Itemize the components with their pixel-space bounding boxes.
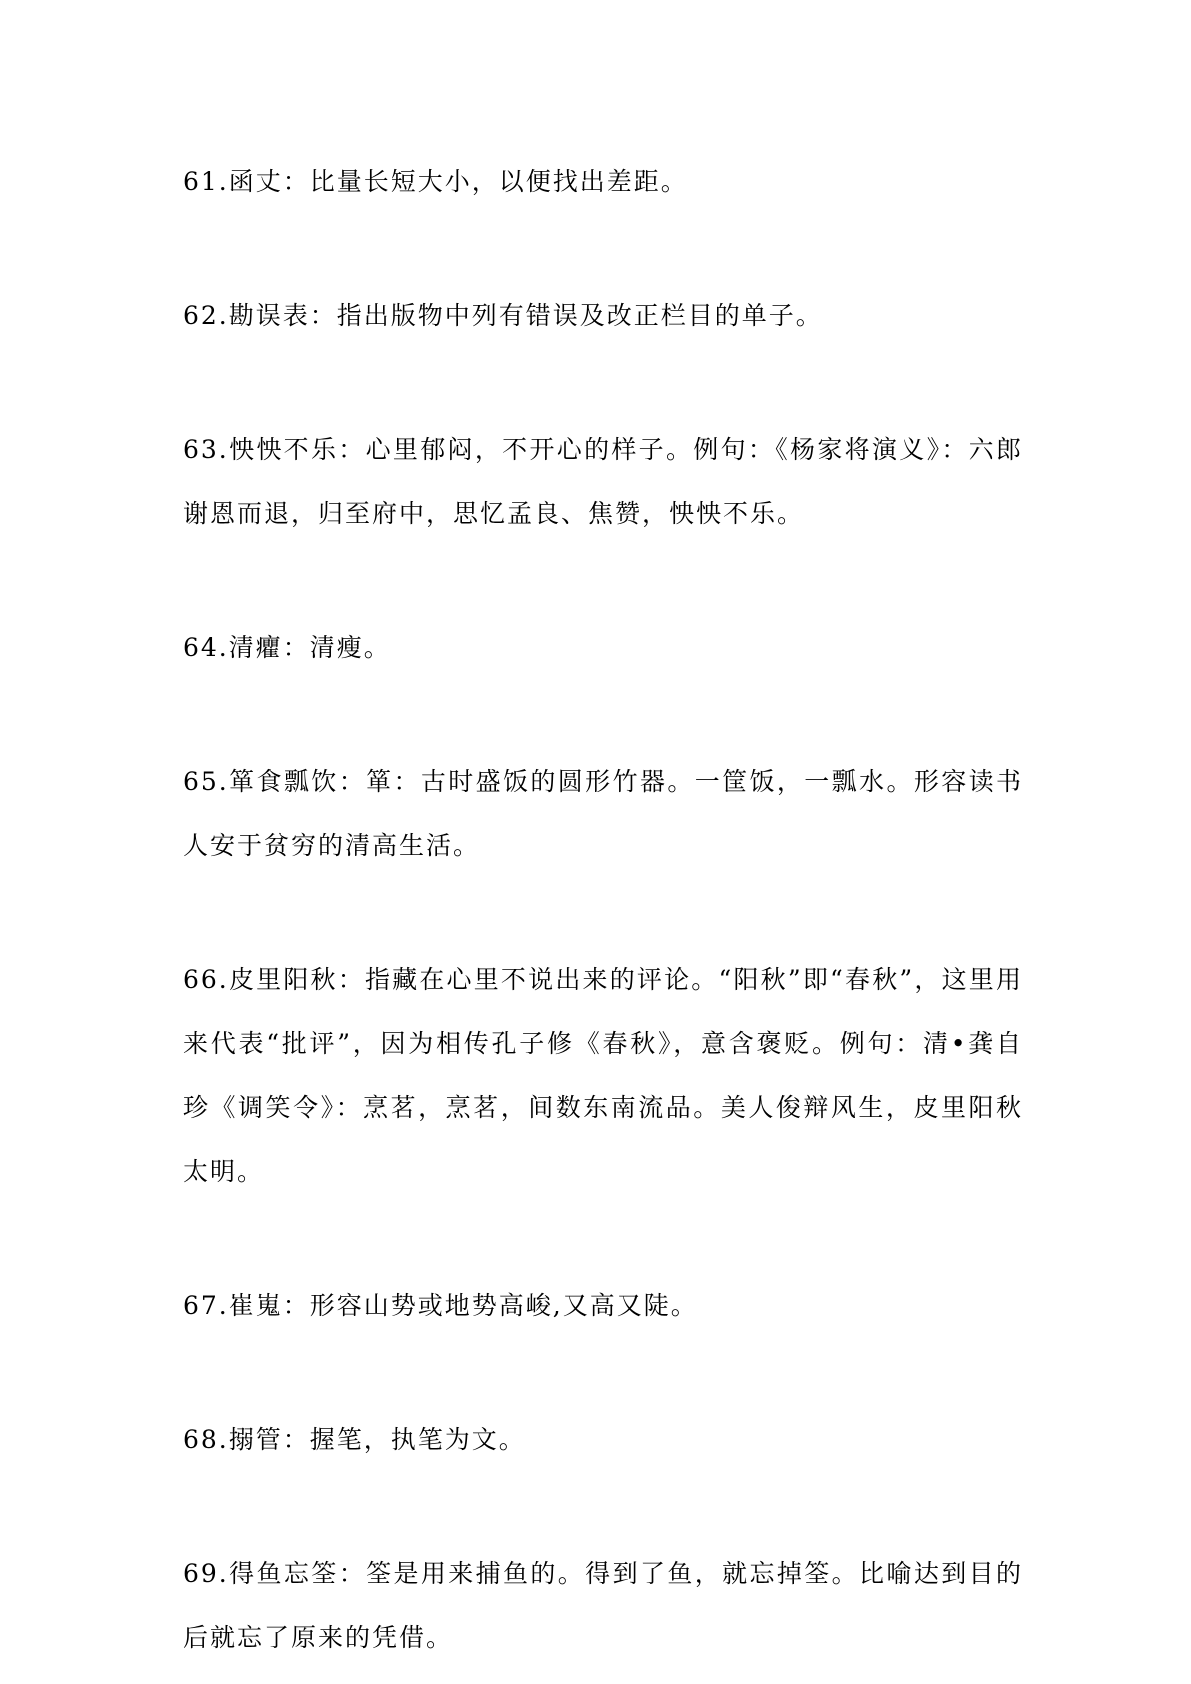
entry-66: 66.皮里阳秋：指藏在心里不说出来的评论。“阳秋”即“春秋”，这里用来代表“批评”，因为相传孔子修《春秋》，意含褒贬。例句：清•龚自珍《调笑令》：烹茗，烹茗，间数东南流品。美人俊辩风生，皮里阳秋太明。 [183,965,1023,1186]
entry-61: 61.函丈：比量长短大小，以便找出差距。 [183,167,688,196]
entry-62: 62.勘误表：指出版物中列有错误及改正栏目的单子。 [183,301,823,330]
entry-68: 68.搦管：握笔，执笔为文。 [183,1425,526,1454]
entry-list [183,150,1023,1670]
entry-65: 65.箪食瓢饮：箪：古时盛饭的圆形竹器。一筐饭，一瓢水。形容读书人安于贫穷的清高生活。 [183,767,1023,860]
entry-67: 67.崔嵬：形容山势或地势高峻,又高又陡。 [183,1291,698,1320]
entry-64: 64.清癯：清瘦。 [183,633,391,662]
entry-69: 69.得鱼忘筌：筌是用来捕鱼的。得到了鱼，就忘掉筌。比喻达到目的后就忘了原来的凭借。 [183,1559,1023,1652]
entry-63: 63.怏怏不乐：心里郁闷，不开心的样子。例句：《杨家将演义》：六郎谢恩而退，归至府中，思忆孟良、焦赞，怏怏不乐。 [183,435,1023,528]
